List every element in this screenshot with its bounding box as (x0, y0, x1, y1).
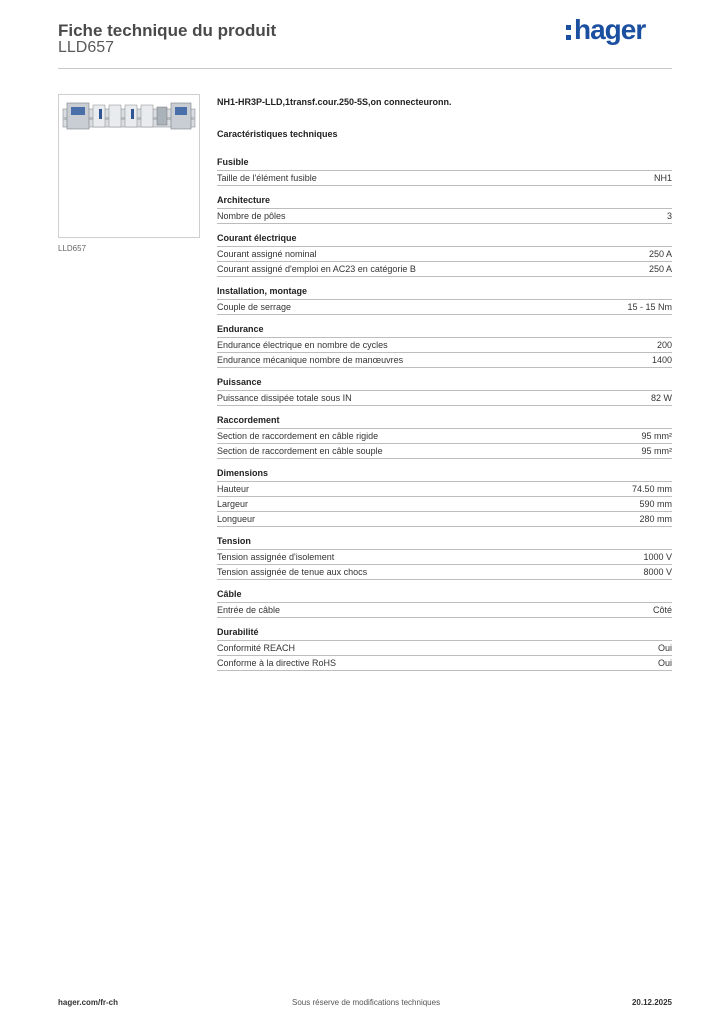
spec-group (217, 286, 672, 315)
spec-row (217, 512, 672, 527)
spec-row (217, 171, 672, 186)
spec-label: Endurance mécanique nombre de manœuvres (217, 355, 404, 365)
spec-value: 250 A (648, 264, 672, 274)
spec-value: 280 mm (639, 514, 672, 524)
spec-group (217, 324, 672, 368)
spec-value: Oui (657, 643, 672, 653)
group-title: Installation, montage (217, 286, 672, 300)
spec-group (217, 589, 672, 618)
page-title: Fiche technique du produit (58, 21, 277, 40)
group-title: Fusible (217, 157, 672, 171)
spec-value: 200 (656, 340, 672, 350)
spec-label: Section de raccordement en câble souple (217, 446, 383, 456)
spec-label: Entrée de câble (217, 605, 281, 615)
spec-value: 590 mm (639, 499, 672, 509)
spec-value: 1000 V (643, 552, 672, 562)
spec-heading: Caractéristiques techniques (217, 129, 338, 139)
spec-label: Taille de l'élément fusible (217, 173, 317, 183)
spec-group (217, 377, 672, 406)
spec-label: Section de raccordement en câble rigide (217, 431, 379, 441)
spec-group (217, 233, 672, 277)
spec-row (217, 656, 672, 671)
logo-text: hager (574, 14, 646, 45)
group-title: Endurance (217, 324, 672, 338)
spec-row (217, 429, 672, 444)
footer-date: 20.12.2025 (631, 998, 672, 1007)
group-title: Tension (217, 536, 672, 550)
logo-mark-icon (566, 25, 571, 40)
spec-value: 8000 V (643, 567, 672, 577)
group-title: Raccordement (217, 415, 672, 429)
spec-row (217, 391, 672, 406)
spec-value: Côté (652, 605, 672, 615)
spec-group (217, 195, 672, 224)
spec-row (217, 262, 672, 277)
image-caption: LLD657 (58, 244, 87, 253)
spec-value: 95 mm² (641, 431, 672, 441)
spec-value: 74.50 mm (631, 484, 672, 494)
spec-group (217, 468, 672, 527)
spec-value: Oui (657, 658, 672, 668)
group-title: Câble (217, 589, 672, 603)
spec-row (217, 209, 672, 224)
spec-label: Courant assigné nominal (217, 249, 317, 259)
product-description: NH1-HR3P-LLD,1transf.cour.250-5S,on connecteuronn. (217, 97, 452, 107)
spec-value: 250 A (648, 249, 672, 259)
product-image (58, 94, 200, 238)
spec-value: 15 - 15 Nm (627, 302, 672, 312)
group-title: Courant électrique (217, 233, 672, 247)
spec-label: Hauteur (217, 484, 250, 494)
spec-value: 95 mm² (641, 446, 672, 456)
spec-label: Nombre de pôles (217, 211, 286, 221)
spec-group (217, 536, 672, 580)
spec-value: 82 W (650, 393, 672, 403)
spec-row (217, 353, 672, 368)
spec-row (217, 482, 672, 497)
spec-sheet (217, 97, 672, 680)
product-reference: LLD657 (58, 39, 115, 56)
spec-label: Conformité REACH (217, 643, 296, 653)
group-title: Durabilité (217, 627, 672, 641)
spec-group (217, 157, 672, 186)
spec-row (217, 497, 672, 512)
spec-label: Tension assignée de tenue aux chocs (217, 567, 368, 577)
spec-value: NH1 (653, 173, 672, 183)
spec-label: Courant assigné d'emploi en AC23 en catégorie B (217, 264, 416, 274)
spec-label: Puissance dissipée totale sous IN (217, 393, 352, 403)
spec-row (217, 338, 672, 353)
group-title: Dimensions (217, 468, 672, 482)
website-link[interactable]: hager.com/fr-ch (58, 998, 119, 1007)
spec-label: Tension assignée d'isolement (217, 552, 335, 562)
hager-logo[interactable] (566, 15, 645, 45)
spec-row (217, 300, 672, 315)
footer-disclaimer: Sous réserve de modifications techniques (292, 998, 441, 1007)
spec-value: 3 (666, 211, 672, 221)
spec-row (217, 565, 672, 580)
spec-row (217, 550, 672, 565)
spec-row (217, 444, 672, 459)
spec-row (217, 641, 672, 656)
spec-label: Conforme à la directive RoHS (217, 658, 337, 668)
spec-label: Largeur (217, 499, 249, 509)
spec-value: 1400 (651, 355, 672, 365)
spec-row (217, 603, 672, 618)
header-divider (58, 68, 672, 69)
spec-row (217, 247, 672, 262)
group-title: Architecture (217, 195, 672, 209)
spec-label: Endurance électrique en nombre de cycles (217, 340, 388, 350)
spec-group (217, 415, 672, 459)
spec-label: Longueur (217, 514, 256, 524)
spec-group (217, 627, 672, 671)
product-photo-icon (59, 95, 199, 237)
group-title: Puissance (217, 377, 672, 391)
spec-label: Couple de serrage (217, 302, 292, 312)
